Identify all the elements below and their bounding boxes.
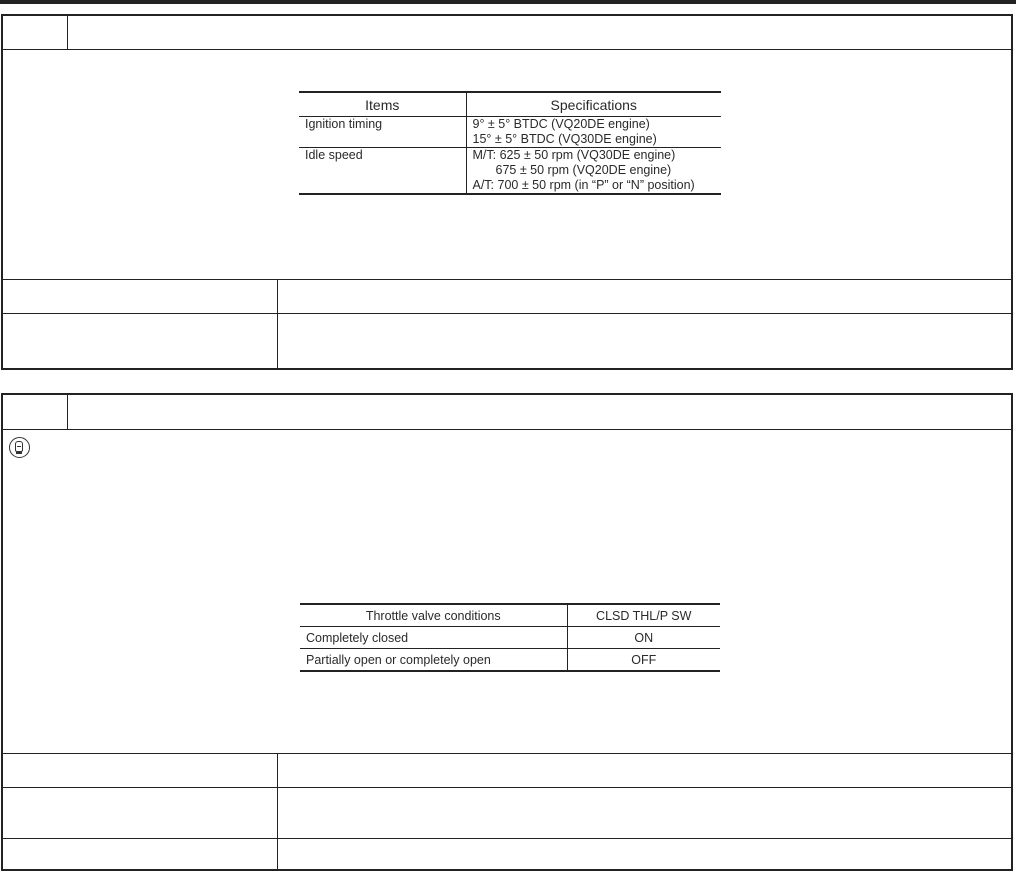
column-header-specifications: Specifications [466, 92, 721, 117]
condition-cell: Completely closed [300, 627, 567, 649]
step-header [3, 16, 1011, 50]
spec-cell [466, 117, 721, 148]
table-row [300, 649, 720, 672]
spec-line: 9° ± 5° BTDC (VQ20DE engine) [472, 117, 650, 131]
result-row-extra [3, 838, 1011, 869]
ecm-component-icon [9, 437, 30, 458]
spec-line: A/T: 700 ± 50 rpm (in “P” or “N” position) [472, 178, 695, 192]
column-header-throttle-conditions: Throttle valve conditions [300, 604, 567, 627]
value-cell: OFF [567, 649, 720, 672]
result-row-ng [3, 787, 1011, 838]
spec-line: 15° ± 5° BTDC (VQ30DE engine) [472, 132, 657, 146]
column-header-items: Items [299, 92, 466, 117]
inspection-step-panel-1 [1, 14, 1013, 370]
spec-cell [466, 148, 721, 195]
step-number-cell [3, 395, 68, 429]
table-row [299, 148, 721, 195]
result-row-ok [3, 753, 1011, 787]
top-rule [0, 0, 1016, 4]
inspection-step-panel-2 [1, 393, 1013, 871]
table-row [299, 117, 721, 148]
spec-line: 675 ± 50 rpm (VQ20DE engine) [495, 163, 672, 177]
condition-cell: Partially open or completely open [306, 652, 491, 667]
result-row-ng [3, 313, 1011, 368]
throttle-switch-spec-table [300, 603, 720, 672]
column-header-clsd-thl-p-sw: CLSD THL/P SW [567, 604, 720, 627]
item-cell: Idle speed [305, 148, 363, 162]
value-cell: ON [567, 627, 720, 649]
table-row [300, 627, 720, 649]
result-row-ok [3, 279, 1011, 313]
spec-line: M/T: 625 ± 50 rpm (VQ30DE engine) [472, 148, 676, 162]
step-header [3, 395, 1011, 430]
ignition-idle-spec-table [299, 91, 721, 195]
item-cell: Ignition timing [299, 117, 466, 148]
step-number-cell [3, 16, 68, 49]
